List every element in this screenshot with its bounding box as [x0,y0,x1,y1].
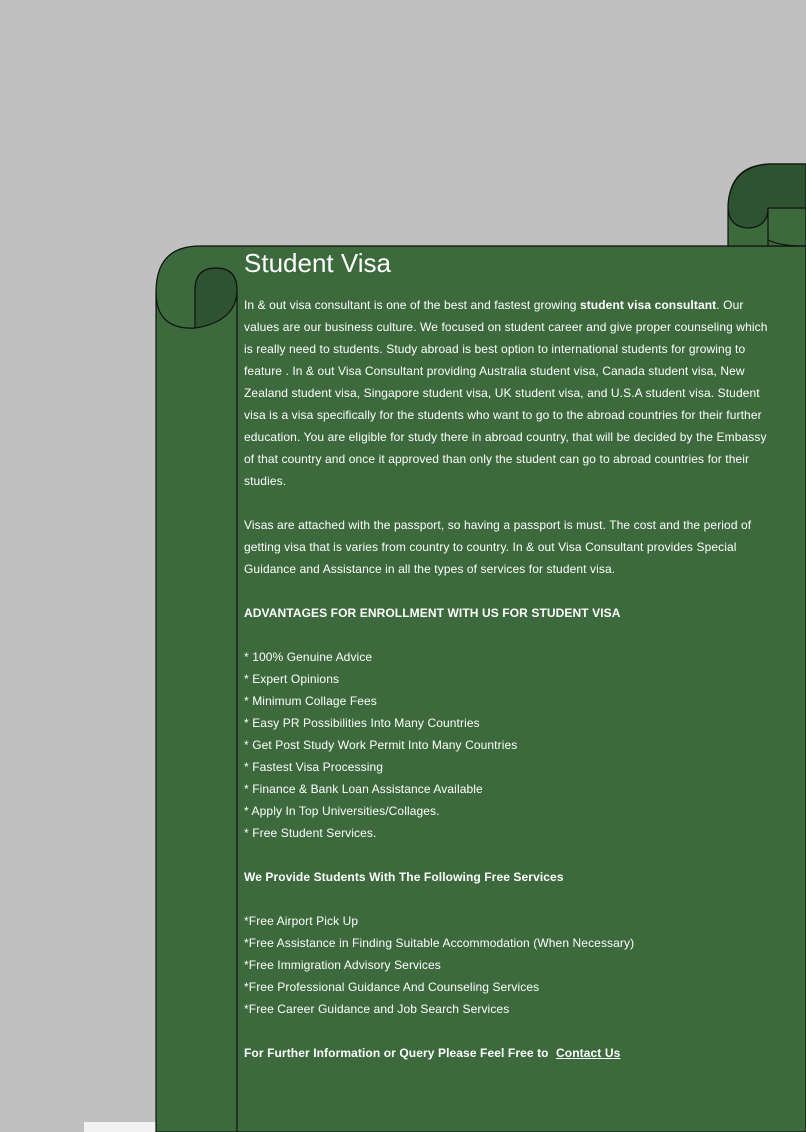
list-item: * 100% Genuine Advice [244,650,373,664]
list-item: *Free Professional Guidance And Counseling Services [244,980,540,994]
advantages-list [244,646,774,844]
intro-bold-text: student visa consultant [579,298,717,312]
list-item: *Free Airport Pick Up [244,914,359,928]
contact-us-link[interactable]: Contact Us [556,1046,621,1060]
article [244,248,774,1064]
advantages-heading: ADVANTAGES FOR ENROLLMENT WITH US FOR STUDENT VISA [244,606,621,620]
list-item: *Free Immigration Advisory Services [244,958,441,972]
intro-text-end: . Our values are our business culture. We focused on student career and give proper counseling which is really need to students. Study abroad is best option to international students for growing to feature . In & out Visa Consultant providing Australia student visa, Canada student visa, New Zealand student visa, Singapore student visa, UK student visa, and U.S.A student visa. Student visa is a visa specifically for the students who want to go to the abroad countries for their further education. You are eligible for study there in abroad country, that will be decided by the Embassy of that country and once it approved than only the student can go to abroad countries for their studies. [244,298,768,488]
intro-paragraph [244,294,774,492]
list-item: * Apply In Top Universities/Collages. [244,804,440,818]
list-item: * Get Post Study Work Permit Into Many Countries [244,738,518,752]
list-item: * Easy PR Possibilities Into Many Countries [244,716,480,730]
list-item: * Finance & Bank Loan Assistance Available [244,782,483,796]
contact-text: For Further Information or Query Please Feel Free to [244,1046,553,1060]
passport-paragraph: Visas are attached with the passport, so having a passport is must. The cost and the period of getting visa that is varies from country to country. In & out Visa Consultant provides Special Guidance and Assistance in all the types of services for student visa. [244,518,752,576]
page-title: Student Visa [244,248,391,278]
list-item: * Fastest Visa Processing [244,760,384,774]
scroll-bottom-strip [84,1122,156,1132]
list-item: *Free Assistance in Finding Suitable Accommodation (When Necessary) [244,936,635,950]
services-heading: We Provide Students With The Following Free Services [244,870,564,884]
list-item: * Expert Opinions [244,672,340,686]
list-item: * Minimum Collage Fees [244,694,377,708]
contact-line [244,1042,774,1064]
services-list [244,910,774,1020]
intro-text-start: In & out visa consultant is one of the best and fastest growing [244,298,580,312]
list-item: *Free Career Guidance and Job Search Services [244,1002,510,1016]
list-item: * Free Student Services. [244,826,377,840]
